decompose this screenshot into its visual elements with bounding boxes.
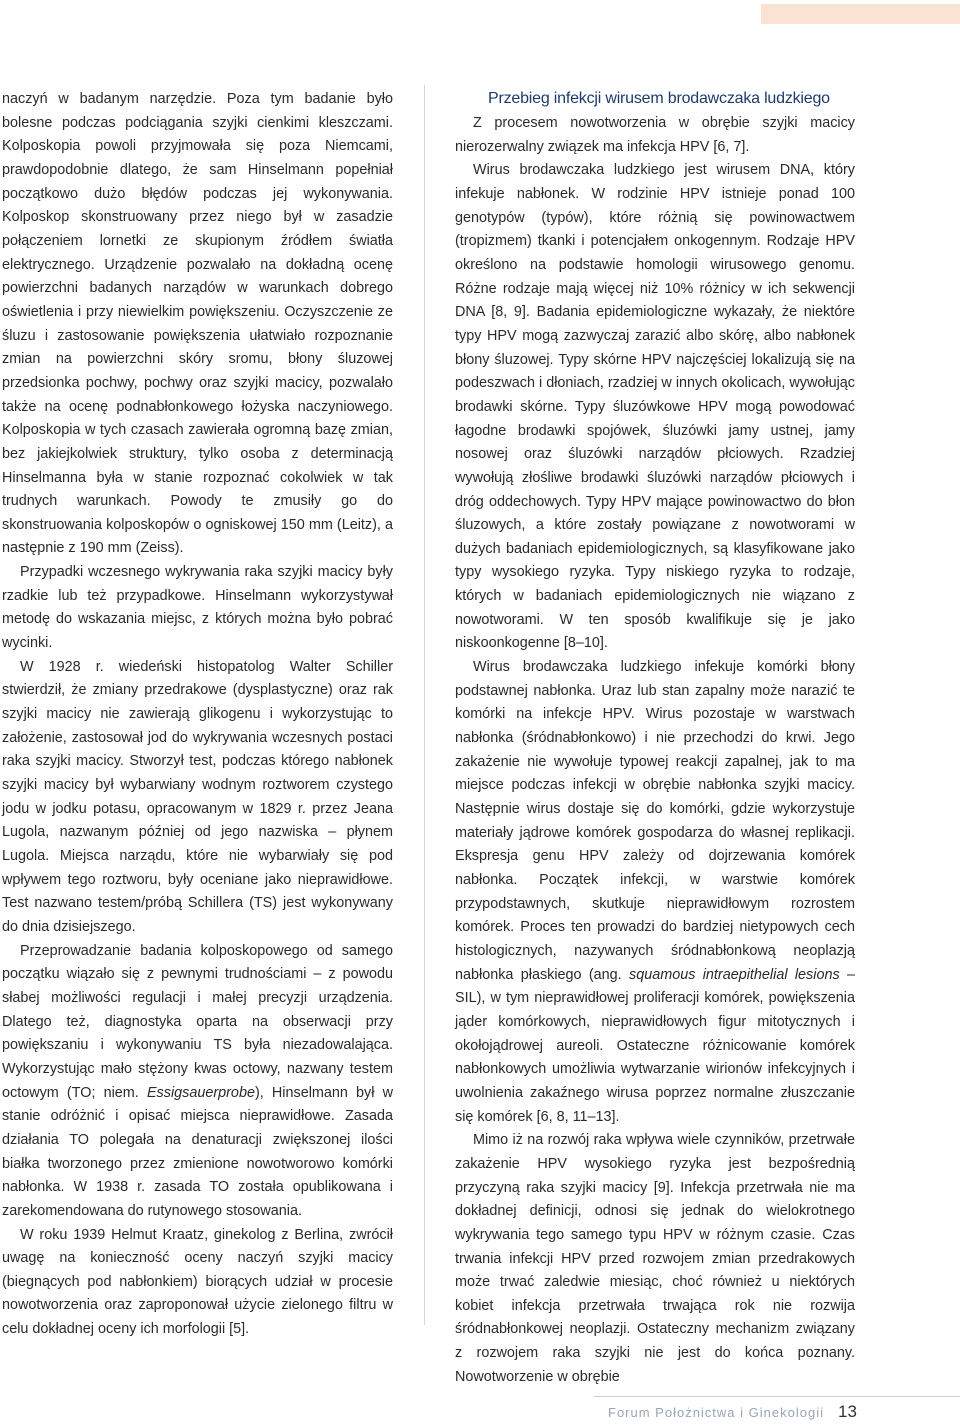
left-column xyxy=(2,88,393,1342)
paragraph xyxy=(455,656,855,1129)
text-run: – SIL), w tym nieprawidłowej proliferacji komórek, powiększenia jąder komórkowych, nieprawidłowych figur mitotycznych i okołojądrowej aureoli. Ostateczne różnicowanie komórek nabłonkowych umożliwia wytwarzanie wirionów infekcyjnych i uwolnienia zakaźnego wirusa poprzez normalne złuszczanie się komórek [6, 8, 11–13]. xyxy=(455,966,855,1125)
page-number: 13 xyxy=(838,1402,857,1421)
footer-rule xyxy=(594,1396,960,1397)
column-divider xyxy=(424,85,425,1325)
italic-term: squamous intraepithelial lesions xyxy=(629,966,840,983)
paragraph: naczyń w badanym narzędzie. Poza tym badanie było bolesne podczas podciągania szyjki cienkimi kleszczami. Kolposkopia powoli przyjmowała się poza Niemcami, prawdopodobnie dlatego, że sam Hinselmann popełniał początkowo dużo błędów podczas jej wykonywania. Kolposkop skonstruowany przez niego był w zasadzie połączeniem lornetki ze skupionym źródłem światła elektrycznego. Urządzenie pozwalało na dokładną ocenę powierzchni badanych narządów w warunkach dobrego oświetlenia i przy niewielkim powiększeniu. Oczyszczenie ze śluzu i zastosowanie powiększenia ułatwiało rozpoznanie zmian na powierzchni skóry sromu, błony śluzowej przedsionka pochwy, pochwy oraz szyjki macicy, pozwalało także na ocenę podnabłonkowego łożyska naczyniowego. Kolposkopia w tych czasach zawierała ogromną bazę zmian, bez jakiejkolwiek struktury, tylko osoba z determinacją Hinselmanna była w stanie rozpoznać cokolwiek w tak trudnych warunkach. Powody te zmusiły go do skonstruowania kolposkopów o ogniskowej 150 mm (Leitz), a następnie z 190 mm (Zeiss). xyxy=(2,91,393,557)
paragraph: Przypadki wczesnego wykrywania raka szyjki macicy były rzadkie lub też przypadkowe. Hinselmann wykorzystywał metodę do wskazania miejsc, z których można było pobrać wycinki. xyxy=(2,564,393,652)
italic-term: Essigsauerprobe xyxy=(146,1084,255,1101)
paragraph: Wirus brodawczaka ludzkiego jest wirusem DNA, który infekuje nabłonek. W rodzinie HPV istnieje ponad 100 genotypów (typów), które różnią się powinowactwem (tropizmem) tkanki i potencjałem onkogennym. Rodzaje HPV określono na podstawie homologii wirusowego genomu. Różne rodzaje mają więcej niż 10% różnicy w ich sekwencji DNA [8, 9]. Badania epidemiologiczne wykazały, że niektóre typy HPV mogą zazwyczaj zarazić albo skórę, albo nabłonek błony śluzowej. Typy skórne HPV najczęściej lokalizują się na podeszwach i dłoniach, rzadziej w innych okolicach, wywołując brodawki skórne. Typy śluzówkowe HPV mogą powodować łagodne brodawki spojówek, śluzówki jamy ustnej, jamy nosowej oraz śluzówki narządów płciowych. Rzadziej wywołują złośliwe brodawki śluzówki narządów płciowych i dróg oddechowych. Typy HPV mające powinowactwo do błon śluzowych, a które zostały powiązane z nowotworami w dużych badaniach epidemiologicznych, są klasyfikowane jako typy wysokiego ryzyka. Typy niskiego ryzyka to rodzaje, których w badaniach epidemiologicznych nie wiązano z nowotworami. W ten sposób kwalifikuje się je jako niskoonkogenne [8–10]. xyxy=(455,162,855,652)
journal-name: Forum Położnictwa i Ginekologii xyxy=(608,1405,824,1420)
paragraph: Z procesem nowotworzenia w obrębie szyjki macicy nierozerwalny związek ma infekcja HPV [6, 7]. xyxy=(455,115,855,155)
text-run: ), Hinselmann był w stanie odróżnić i opisać miejsca nieprawidłowe. Zasada działania TO polegała na denaturacji zwiększonej ilości białka tworzonego przez zmienione nowotworowo komórki nabłonka. W 1938 r. zasada TO została opublikowana i zarekomendowana do rutynowego stosowania. xyxy=(2,1084,393,1219)
paragraph: W 1928 r. wiedeński histopatolog Walter Schiller stwierdził, że zmiany przedrakowe (dysplastyczne) oraz rak szyjki macicy nie zawierają glikogenu i wykorzystując to założenie, zastosował jod do wykrywania wczesnych postaci raka szyjki macicy. Stworzył test, podczas którego nabłonek szyjki macicy był wybarwiany wodnym roztworem czystego jodu w jodku potasu, opracowanym w 1829 r. przez Jeana Lugola, nazwanym później od jego nazwiska – płynem Lugola. Miejsca narządu, które nie wybarwiały się pod wpływem tego roztworu, były oceniane jako nieprawidłowe. Test nazwano testem/próbą Schillera (TS) jest wykonywany do dnia dzisiejszego. xyxy=(2,658,393,935)
section-heading: Przebieg infekcji wirusem brodawczaka ludzkiego xyxy=(488,90,830,107)
text-run: Wirus brodawczaka ludzkiego infekuje komórki błony podstawnej nabłonka. Uraz lub stan zapalny może narazić te komórki na infekcje HPV. Wirus pozostaje w warstwach nabłonka (śródnabłonkowo) i nie przechodzi do krwi. Jego zakażenie nie wywołuje typowej reakcji zapalnej, jak to ma miejsce podczas infekcji w obrębie nabłonka szyjki macicy. Następnie wirus dostaje się do komórki, gdzie wykorzystuje materiały jądrowe komórek gospodarza do własnej replikacji. Ekspresja genu HPV zależy od dojrzewania komórek nabłonka. Początek infekcji, w warstwie komórek przypodstawnych, skutkuje nieprawidłowym rozrostem komórek. Proces ten prowadzi do bardziej nietypowych cech histologicznych, nazywanych śródnabłonkową neoplazją nabłonka płaskiego (ang. xyxy=(455,659,855,983)
paragraph xyxy=(2,940,393,1224)
paragraph: W roku 1939 Helmut Kraatz, ginekolog z Berlina, zwrócił uwagę na konieczność oceny naczyń szyjki macicy (biegnących pod nabłonkiem) biorących udział w procesie nowotworzenia oraz zaproponował użycie zielonego filtru w celu dokładnej oceny ich morfologii [5]. xyxy=(2,1226,393,1338)
right-column xyxy=(455,88,855,1389)
text-run: Przeprowadzanie badania kolposkopowego od samego początku wiązało się z pewnymi trudnościami – z powodu słabej możliwości regulacji i małej precyzji urządzenia. Dlatego też, diagnostyka oparta na obserwacji przy powiększaniu i wykonywaniu TS była niezadowalająca. Wykorzystując mało stężony kwas octowy, nazwany testem octowym (TO; niem. xyxy=(2,942,393,1101)
paragraph: Mimo iż na rozwój raka wpływa wiele czynników, przetrwałe zakażenie HPV wysokiego ryzyka jest bezpośrednią przyczyną raka szyjki macicy [9]. Infekcja przetrwała nie ma dokładnej definicji, odnosi się jednak do wielokrotnego wykrywania tego samego typu HPV w różnym czasie. Czas trwania infekcji HPV przed rozwojem zmian przedrakowych może trwać zaledwie miesiąc, choć również u niektórych kobiet infekcja przetrwała trwająca rok nie rozwija śródnabłonkowej neoplazji. Ostateczny mechanizm związany z rozwojem raka szyjki nie jest do końca poznany. Nowotworzenie w obrębie xyxy=(455,1132,855,1385)
corner-tab xyxy=(761,4,960,24)
